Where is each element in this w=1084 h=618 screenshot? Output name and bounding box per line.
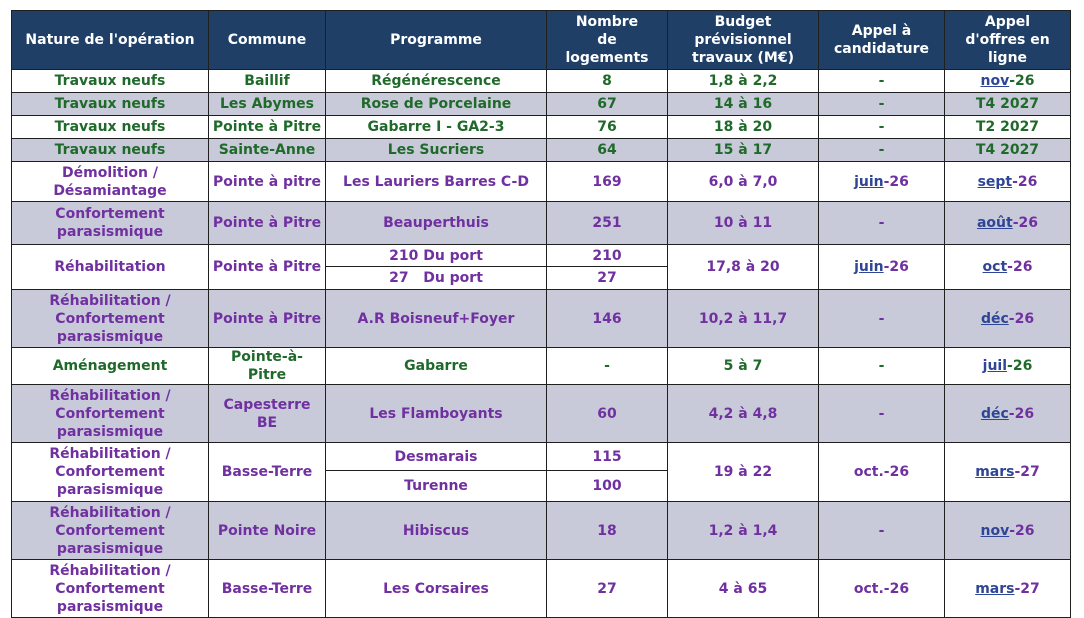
cell-appel-offres	[945, 560, 1071, 618]
candidature-link[interactable]: juin	[854, 259, 884, 275]
cell-appel-offres	[945, 385, 1071, 443]
table-row	[12, 70, 1071, 93]
appel-offres-suffix: -27	[1014, 464, 1040, 480]
cell-budget: 1,8 à 2,2	[668, 70, 819, 93]
appel-offres-suffix: -26	[1007, 358, 1033, 374]
cell-nature: Confortement parasismique	[12, 202, 209, 245]
cell-nature: Réhabilitation / Confortement parasismique	[12, 443, 209, 502]
cell-candidature: -	[819, 202, 945, 245]
cell-logements: 8	[547, 70, 668, 93]
operations-table	[11, 10, 1071, 618]
cell-candidature: -	[819, 348, 945, 385]
candidature-suffix: -26	[883, 259, 909, 275]
cell-appel-offres	[945, 70, 1071, 93]
table-row	[12, 162, 1071, 202]
cell-commune: Pointe à pitre	[209, 162, 326, 202]
table-row	[12, 202, 1071, 245]
header-row	[12, 11, 1071, 70]
cell-logements: 27	[547, 560, 668, 618]
cell-budget: 4,2 à 4,8	[668, 385, 819, 443]
cell-budget: 4 à 65	[668, 560, 819, 618]
cell-budget: 6,0 à 7,0	[668, 162, 819, 202]
cell-candidature	[819, 245, 945, 290]
cell-programme: Les Corsaires	[326, 560, 547, 618]
cell-budget: 14 à 16	[668, 93, 819, 116]
cell-appel-offres: T2 2027	[945, 116, 1071, 139]
cell-appel-offres	[945, 502, 1071, 560]
cell-budget: 17,8 à 20	[668, 245, 819, 290]
cell-candidature: oct.-26	[819, 443, 945, 502]
table-row	[12, 560, 1071, 618]
cell-programme: 210 Du port	[326, 245, 547, 267]
header-budget: Budget prévisionnel travaux (M€)	[668, 11, 819, 70]
appel-offres-link[interactable]: août	[976, 215, 1013, 231]
cell-budget: 10 à 11	[668, 202, 819, 245]
cell-programme: 27 Du port	[326, 267, 547, 290]
cell-commune: Baillif	[209, 70, 326, 93]
cell-nature: Travaux neufs	[12, 139, 209, 162]
appel-offres-link[interactable]: sept	[977, 173, 1013, 190]
cell-programme: Régénérescence	[326, 70, 547, 93]
table-row	[12, 443, 1071, 471]
cell-appel-offres	[945, 290, 1071, 348]
appel-offres-suffix: -26	[1009, 522, 1035, 539]
appel-offres-link[interactable]: mars	[975, 464, 1015, 480]
cell-logements: 67	[547, 93, 668, 116]
cell-budget: 19 à 22	[668, 443, 819, 502]
cell-commune: Pointe à Pitre	[209, 290, 326, 348]
cell-logements: 76	[547, 116, 668, 139]
cell-candidature: -	[819, 93, 945, 116]
cell-logements: 100	[547, 471, 668, 502]
cell-programme: Rose de Porcelaine	[326, 93, 547, 116]
cell-commune: Sainte-Anne	[209, 139, 326, 162]
cell-commune: Pointe à Pitre	[209, 202, 326, 245]
cell-candidature: -	[819, 70, 945, 93]
cell-nature: Réhabilitation / Confortement parasismique	[12, 385, 209, 443]
cell-programme: A.R Boisneuf+Foyer	[326, 290, 547, 348]
cell-commune: Pointe Noire	[209, 502, 326, 560]
header-candidature: Appel à candidature	[819, 11, 945, 70]
cell-candidature: -	[819, 139, 945, 162]
cell-logements: 146	[547, 290, 668, 348]
cell-appel-offres: T4 2027	[945, 139, 1071, 162]
cell-nature: Réhabilitation / Confortement parasismique	[12, 502, 209, 560]
cell-nature: Réhabilitation / Confortement parasismique	[12, 560, 209, 618]
cell-commune: Pointe à Pitre	[209, 245, 326, 290]
cell-logements: 64	[547, 139, 668, 162]
cell-commune: Basse-Terre	[209, 560, 326, 618]
cell-appel-offres	[945, 245, 1071, 290]
cell-logements: 169	[547, 162, 668, 202]
cell-candidature	[819, 162, 945, 202]
cell-nature: Travaux neufs	[12, 116, 209, 139]
appel-offres-link[interactable]: nov	[980, 73, 1010, 89]
header-nature: Nature de l'opération	[12, 11, 209, 70]
cell-candidature: oct.-26	[819, 560, 945, 618]
cell-programme: Desmarais	[326, 443, 547, 471]
table-row	[12, 139, 1071, 162]
cell-budget: 10,2 à 11,7	[668, 290, 819, 348]
cell-commune: Les Abymes	[209, 93, 326, 116]
table-row	[12, 348, 1071, 385]
cell-logements: 210	[547, 245, 668, 267]
header-programme: Programme	[326, 11, 547, 70]
appel-offres-link[interactable]: mars	[975, 580, 1015, 597]
header-appel-offres: Appel d'offres en ligne	[945, 11, 1071, 70]
table-row	[12, 116, 1071, 139]
appel-offres-suffix: -26	[1009, 73, 1035, 89]
cell-commune: Pointe-à-Pitre	[209, 348, 326, 385]
table-row	[12, 385, 1071, 443]
appel-offres-suffix: -26	[1012, 215, 1039, 231]
cell-candidature: -	[819, 116, 945, 139]
appel-offres-link[interactable]: juil	[982, 358, 1008, 374]
cell-logements: 27	[547, 267, 668, 290]
appel-offres-link[interactable]: nov	[980, 522, 1010, 539]
appel-offres-suffix: -26	[1007, 259, 1033, 275]
appel-offres-suffix: -27	[1014, 580, 1040, 597]
cell-budget: 15 à 17	[668, 139, 819, 162]
cell-programme: Les Sucriers	[326, 139, 547, 162]
appel-offres-suffix: -26	[1008, 310, 1035, 327]
cell-nature: Travaux neufs	[12, 70, 209, 93]
cell-candidature: -	[819, 385, 945, 443]
cell-appel-offres	[945, 348, 1071, 385]
cell-programme: Gabarre I - GA2-3	[326, 116, 547, 139]
cell-logements: 60	[547, 385, 668, 443]
candidature-suffix: -26	[883, 173, 909, 190]
table-row	[12, 93, 1071, 116]
cell-logements: -	[547, 348, 668, 385]
cell-budget: 5 à 7	[668, 348, 819, 385]
header-logements: Nombre de logements	[547, 11, 668, 70]
cell-logements: 18	[547, 502, 668, 560]
cell-nature: Réhabilitation / Confortement parasismique	[12, 290, 209, 348]
cell-commune: Pointe à Pitre	[209, 116, 326, 139]
cell-nature: Réhabilitation	[12, 245, 209, 290]
cell-programme: Beauperthuis	[326, 202, 547, 245]
cell-nature: Travaux neufs	[12, 93, 209, 116]
cell-logements: 251	[547, 202, 668, 245]
table-row	[12, 502, 1071, 560]
operations-table-wrapper	[11, 10, 1071, 618]
appel-offres-link[interactable]: déc	[980, 405, 1009, 422]
cell-appel-offres: T4 2027	[945, 93, 1071, 116]
cell-programme: Les Lauriers Barres C-D	[326, 162, 547, 202]
appel-offres-suffix: -26	[1012, 173, 1038, 190]
cell-candidature: -	[819, 502, 945, 560]
appel-offres-link[interactable]: déc	[980, 310, 1009, 327]
cell-programme: Hibiscus	[326, 502, 547, 560]
cell-budget: 1,2 à 1,4	[668, 502, 819, 560]
cell-programme: Les Flamboyants	[326, 385, 547, 443]
appel-offres-link[interactable]: oct	[982, 259, 1008, 275]
appel-offres-suffix: -26	[1008, 405, 1035, 422]
cell-logements: 115	[547, 443, 668, 471]
cell-appel-offres	[945, 443, 1071, 502]
cell-nature: Démolition / Désamiantage	[12, 162, 209, 202]
table-row	[12, 290, 1071, 348]
cell-candidature: -	[819, 290, 945, 348]
cell-budget: 18 à 20	[668, 116, 819, 139]
cell-programme: Gabarre	[326, 348, 547, 385]
cell-commune: Capesterre BE	[209, 385, 326, 443]
cell-appel-offres	[945, 162, 1071, 202]
cell-appel-offres	[945, 202, 1071, 245]
header-commune: Commune	[209, 11, 326, 70]
cell-commune: Basse-Terre	[209, 443, 326, 502]
cell-programme: Turenne	[326, 471, 547, 502]
cell-nature: Aménagement	[12, 348, 209, 385]
candidature-link[interactable]: juin	[854, 173, 884, 190]
table-row	[12, 245, 1071, 267]
